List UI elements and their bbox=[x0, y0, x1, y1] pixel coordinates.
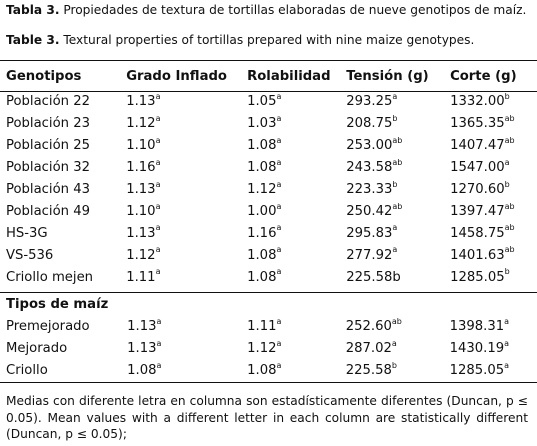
tension-value bbox=[346, 179, 450, 201]
significance-letter: a bbox=[276, 201, 282, 211]
cell-number: 223.33 bbox=[346, 182, 393, 197]
cell-number: 1.12 bbox=[247, 182, 277, 197]
tension-value bbox=[346, 113, 450, 135]
significance-letter: a bbox=[504, 338, 510, 348]
grado-inflado-value bbox=[126, 91, 247, 113]
significance-letter: ab bbox=[392, 201, 403, 211]
cell-number: 1270.60 bbox=[450, 182, 505, 197]
significance-letter: a bbox=[155, 179, 161, 189]
cell-number: 1.08 bbox=[247, 247, 277, 263]
cell-number: 1.16 bbox=[247, 225, 277, 241]
significance-letter: a bbox=[276, 360, 282, 370]
cell-number: 1.03 bbox=[247, 116, 277, 132]
tension-value bbox=[346, 244, 450, 266]
tension-value bbox=[346, 91, 450, 113]
significance-letter: a bbox=[504, 360, 510, 370]
grado-inflado-value bbox=[126, 135, 247, 157]
significance-letter: b bbox=[504, 179, 510, 189]
tension-value bbox=[346, 135, 450, 157]
corte-value bbox=[450, 179, 537, 201]
cell-number: 295.83 bbox=[346, 225, 393, 241]
significance-letter: a bbox=[156, 317, 162, 327]
grado-inflado-value bbox=[126, 179, 247, 201]
significance-letter: a bbox=[276, 338, 282, 348]
corte-value bbox=[450, 360, 537, 382]
header-grado-inflado: Grado Inflado bbox=[126, 68, 227, 84]
row-label: Población 43 bbox=[6, 182, 90, 197]
significance-letter: ab bbox=[504, 201, 515, 211]
table-row bbox=[0, 135, 537, 157]
row-label: Población 32 bbox=[6, 160, 90, 176]
tension-value bbox=[346, 338, 450, 360]
row-label: Criollo mejen bbox=[6, 269, 94, 285]
cell-number: 243.58 bbox=[346, 160, 393, 176]
significance-letter: b bbox=[504, 92, 510, 102]
significance-letter: a bbox=[276, 92, 282, 102]
corte-value bbox=[450, 222, 537, 244]
cell-number: 208.75 bbox=[346, 116, 393, 132]
cell-number: 1.05 bbox=[247, 94, 277, 110]
section-title: Tipos de maíz bbox=[6, 297, 109, 312]
row-label: Premejorado bbox=[6, 319, 90, 335]
table-row bbox=[0, 200, 537, 222]
table-row bbox=[0, 179, 537, 201]
significance-letter: b bbox=[392, 179, 398, 189]
cell-number: 1.08 bbox=[247, 160, 277, 176]
cell-number: 1332.00 bbox=[450, 94, 505, 110]
table-row bbox=[0, 316, 537, 338]
rolabilidad-value bbox=[247, 222, 346, 244]
significance-letter: a bbox=[391, 338, 397, 348]
cell-number: 1430.19 bbox=[449, 341, 505, 357]
significance-letter: a bbox=[155, 157, 161, 167]
corte-value bbox=[450, 157, 537, 179]
cell-number: 287.02 bbox=[345, 341, 392, 357]
significance-letter: a bbox=[155, 135, 161, 145]
row-label: Población 49 bbox=[6, 203, 90, 219]
rolabilidad-value bbox=[247, 179, 346, 201]
cell-number: 1.10 bbox=[126, 203, 156, 219]
significance-letter: b bbox=[391, 360, 397, 370]
cell-number: 1.13 bbox=[127, 341, 157, 357]
row-label: Población 22 bbox=[6, 94, 90, 110]
table-row bbox=[0, 91, 537, 113]
grado-inflado-value bbox=[127, 360, 247, 382]
rolabilidad-value bbox=[247, 266, 346, 288]
corte-value bbox=[450, 200, 537, 222]
tension-value bbox=[346, 316, 450, 338]
cell-number: 225.58 bbox=[345, 363, 392, 379]
corte-value bbox=[450, 113, 537, 135]
row-label: Criollo bbox=[6, 363, 48, 379]
rolabilidad-value bbox=[247, 338, 346, 360]
significance-letter: a bbox=[504, 317, 510, 327]
significance-letter: a bbox=[155, 245, 161, 255]
cell-number: 1407.47 bbox=[450, 138, 505, 154]
rolabilidad-value bbox=[247, 157, 346, 179]
table-row bbox=[0, 360, 537, 382]
cell-number: 1.08 bbox=[127, 363, 157, 379]
cell-number: 1.11 bbox=[247, 319, 277, 335]
table-row bbox=[0, 113, 537, 135]
grado-inflado-value bbox=[126, 157, 247, 179]
significance-letter: ab bbox=[504, 113, 515, 123]
significance-letter: a bbox=[276, 113, 282, 123]
cell-number: 225.58b bbox=[346, 269, 401, 285]
caption-english-text: Textural properties of tortillas prepared with nine maize genotypes. bbox=[63, 33, 475, 47]
significance-letter: a bbox=[276, 317, 282, 327]
significance-letter: a bbox=[156, 360, 162, 370]
header-corte: Corte (g) bbox=[450, 68, 517, 84]
rolabilidad-value bbox=[247, 316, 346, 338]
corte-value bbox=[450, 338, 537, 360]
cell-number: 1.13 bbox=[126, 182, 156, 197]
genotype-rows bbox=[0, 91, 537, 288]
table-bottom-rule bbox=[0, 382, 537, 383]
cell-number: 1401.63 bbox=[450, 247, 505, 263]
table-row bbox=[0, 222, 537, 244]
significance-letter: ab bbox=[504, 223, 515, 233]
cell-number: 1.13 bbox=[126, 225, 156, 241]
significance-letter: ab bbox=[504, 245, 515, 255]
cell-number: 252.60 bbox=[345, 319, 392, 335]
significance-letter: a bbox=[156, 338, 162, 348]
significance-letter: a bbox=[155, 267, 161, 277]
cell-number: 1.10 bbox=[126, 138, 156, 154]
table-row bbox=[0, 338, 537, 360]
significance-letter: a bbox=[392, 223, 398, 233]
cell-number: 253.00 bbox=[346, 138, 393, 154]
section-title-row bbox=[0, 293, 537, 316]
header-row bbox=[0, 61, 537, 91]
significance-letter: b bbox=[392, 113, 398, 123]
significance-letter: a bbox=[155, 223, 161, 233]
corte-value bbox=[450, 316, 537, 338]
significance-letter: a bbox=[155, 201, 161, 211]
row-label: HS-3G bbox=[6, 225, 48, 241]
grado-inflado-value bbox=[126, 266, 247, 288]
rolabilidad-value bbox=[247, 200, 346, 222]
table-row bbox=[0, 157, 537, 179]
table-row bbox=[0, 266, 537, 288]
corte-value bbox=[450, 244, 537, 266]
cell-number: 1.12 bbox=[126, 116, 156, 132]
cell-number: 1285.05 bbox=[449, 363, 505, 379]
significance-letter: a bbox=[276, 179, 282, 189]
grado-inflado-value bbox=[126, 200, 247, 222]
maize-types-table bbox=[0, 293, 537, 382]
significance-letter: a bbox=[392, 92, 398, 102]
cell-number: 1.08 bbox=[247, 269, 277, 285]
caption-spanish-text: Propiedades de textura de tortillas elaboradas de nueve genotipos de maíz. bbox=[63, 3, 527, 17]
cell-number: 1397.47 bbox=[450, 203, 505, 219]
cell-number: 250.42 bbox=[346, 203, 393, 219]
caption-spanish-label: Tabla 3. bbox=[6, 3, 60, 17]
significance-letter: ab bbox=[504, 135, 515, 145]
cell-number: 1.12 bbox=[247, 341, 277, 357]
cell-number: 1.11 bbox=[126, 269, 156, 285]
rolabilidad-value bbox=[247, 113, 346, 135]
corte-value bbox=[450, 266, 537, 288]
grado-inflado-value bbox=[126, 244, 247, 266]
cell-number: 1.13 bbox=[126, 94, 156, 110]
significance-letter: a bbox=[276, 223, 282, 233]
cell-number: 1.13 bbox=[127, 319, 157, 335]
type-rows bbox=[0, 293, 537, 382]
table-row bbox=[0, 244, 537, 266]
rolabilidad-value bbox=[247, 135, 346, 157]
header-rolabilidad: Rolabilidad bbox=[247, 68, 331, 84]
cell-number: 1.00 bbox=[247, 203, 277, 219]
cell-number: 1398.31 bbox=[449, 319, 505, 335]
significance-letter: a bbox=[155, 92, 161, 102]
tension-value bbox=[346, 200, 450, 222]
significance-letter: a bbox=[276, 157, 282, 167]
corte-value bbox=[450, 135, 537, 157]
row-label: Población 23 bbox=[6, 116, 90, 132]
significance-letter: a bbox=[155, 113, 161, 123]
cell-number: 1547.00 bbox=[450, 160, 505, 176]
cell-number: 277.92 bbox=[346, 247, 393, 263]
cell-number: 1458.75 bbox=[450, 225, 505, 241]
cell-number: 1.08 bbox=[247, 363, 277, 379]
significance-letter: a bbox=[276, 267, 282, 277]
tension-value bbox=[346, 266, 450, 288]
caption-english-label: Table 3. bbox=[6, 33, 60, 47]
cell-number: 1.08 bbox=[247, 138, 277, 154]
row-label: Mejorado bbox=[6, 341, 68, 357]
significance-letter: a bbox=[504, 157, 510, 167]
grado-inflado-value bbox=[127, 316, 247, 338]
significance-letter: b bbox=[504, 267, 510, 277]
significance-letter: ab bbox=[392, 157, 403, 167]
tension-value bbox=[346, 360, 450, 382]
row-label: VS-536 bbox=[6, 247, 54, 263]
row-label: Población 25 bbox=[6, 138, 90, 154]
rolabilidad-value bbox=[247, 360, 346, 382]
cell-number: 293.25 bbox=[346, 94, 393, 110]
grado-inflado-value bbox=[126, 222, 247, 244]
header-genotipos: Genotipos bbox=[6, 68, 82, 84]
rolabilidad-value bbox=[247, 244, 346, 266]
tension-value bbox=[346, 157, 450, 179]
significance-letter: a bbox=[276, 245, 282, 255]
significance-letter: ab bbox=[391, 317, 402, 327]
significance-letter: ab bbox=[392, 135, 403, 145]
corte-value bbox=[450, 91, 537, 113]
rolabilidad-value bbox=[247, 91, 346, 113]
cell-number: 1.16 bbox=[126, 160, 156, 176]
cell-number: 1.12 bbox=[126, 247, 156, 263]
header-rule bbox=[0, 91, 537, 92]
cell-number: 1365.35 bbox=[450, 116, 505, 132]
texture-table bbox=[0, 61, 537, 288]
caption-spanish bbox=[6, 4, 531, 17]
caption-english bbox=[6, 34, 531, 47]
cell-number: 1285.05 bbox=[450, 269, 505, 285]
tension-value bbox=[346, 222, 450, 244]
table-footnote: Medias con diferente letra en columna son estadísticamente diferentes (Duncan, p ≤ 0.05). Mean values with a different letter in each column are statistically different (Duncan, p ≤ 0.05); bbox=[6, 394, 528, 441]
significance-letter: a bbox=[392, 245, 398, 255]
header-tension: Tensión (g) bbox=[346, 68, 429, 84]
significance-letter: a bbox=[276, 135, 282, 145]
grado-inflado-value bbox=[126, 113, 247, 135]
grado-inflado-value bbox=[127, 338, 247, 360]
